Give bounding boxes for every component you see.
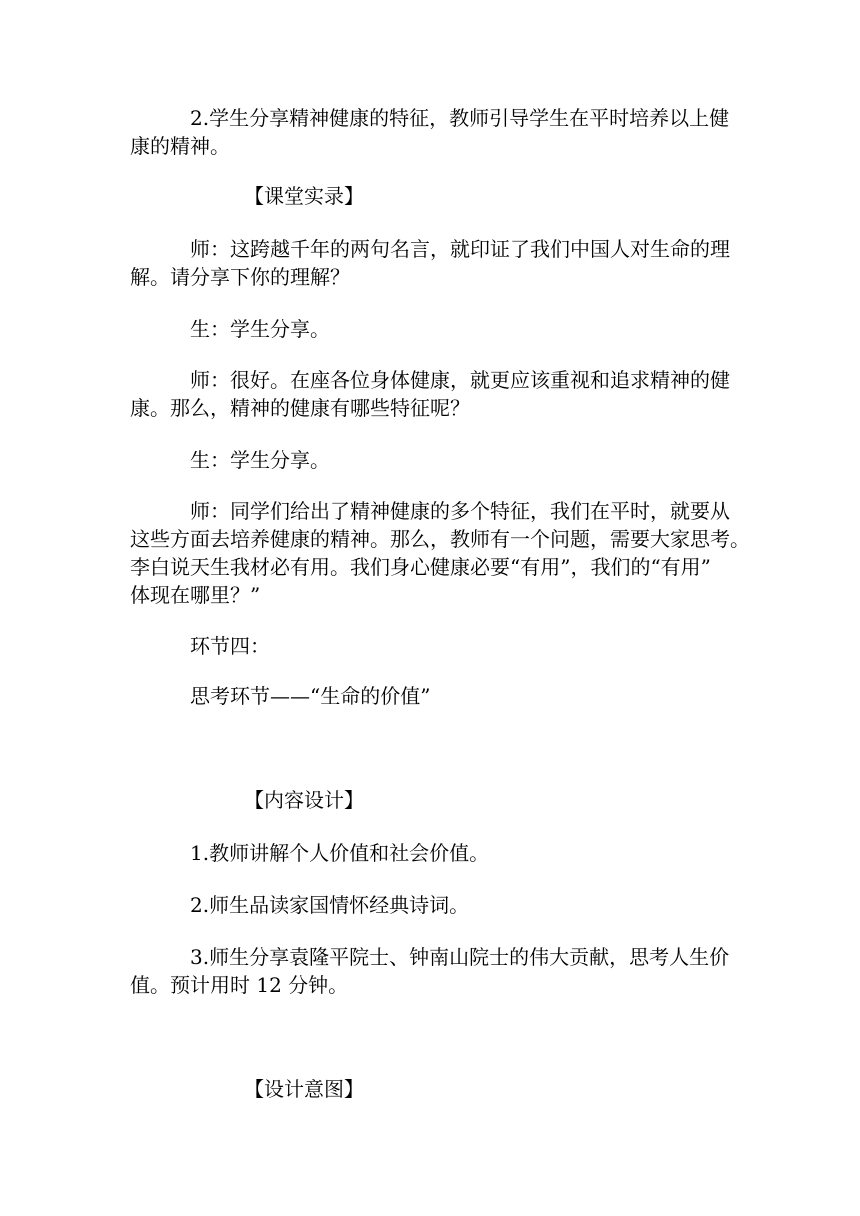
paragraph-line: 值。预计用时 12 分钟。 [130,973,349,997]
section-heading-content-design: 【内容设计】 [244,788,364,812]
paragraph-line: 这些方面去培养健康的精神。那么，教师有一个问题，需要大家思考。 [130,527,750,551]
paragraph-line: 康。那么，精神的健康有哪些特征呢？ [130,396,470,420]
paragraph-line: 体现在哪里？” [130,583,261,607]
paragraph-line: 李白说天生我材必有用。我们身心健康必要“有用”，我们的“有用” [130,555,711,579]
paragraph-line: 2.师生品读家国情怀经典诗词。 [190,893,470,917]
section-heading-design-intent: 【设计意图】 [244,1077,364,1101]
paragraph-line: 1.教师讲解个人价值和社会价值。 [190,841,490,865]
paragraph-line: 3.师生分享袁隆平院士、钟南山院士的伟大贡献，思考人生价 [190,945,730,969]
paragraph-line: 2.学生分享精神健康的特征，教师引导学生在平时培养以上健 [190,106,730,130]
paragraph-line: 师：很好。在座各位身体健康，就更应该重视和追求精神的健 [190,368,730,392]
paragraph-line: 生：学生分享。 [190,448,330,472]
paragraph-line: 生：学生分享。 [190,317,330,341]
paragraph-line: 师：同学们给出了精神健康的多个特征，我们在平时，就要从 [190,499,730,523]
paragraph-line: 解。请分享下你的理解？ [130,265,350,289]
paragraph-line: 思考环节——“生命的价值” [190,684,431,708]
paragraph-line: 环节四： [190,634,270,658]
paragraph-line: 康的精神。 [130,134,230,158]
paragraph-line: 师：这跨越千年的两句名言，就印证了我们中国人对生命的理 [190,237,730,261]
section-heading-classroom-record: 【课堂实录】 [244,184,364,208]
